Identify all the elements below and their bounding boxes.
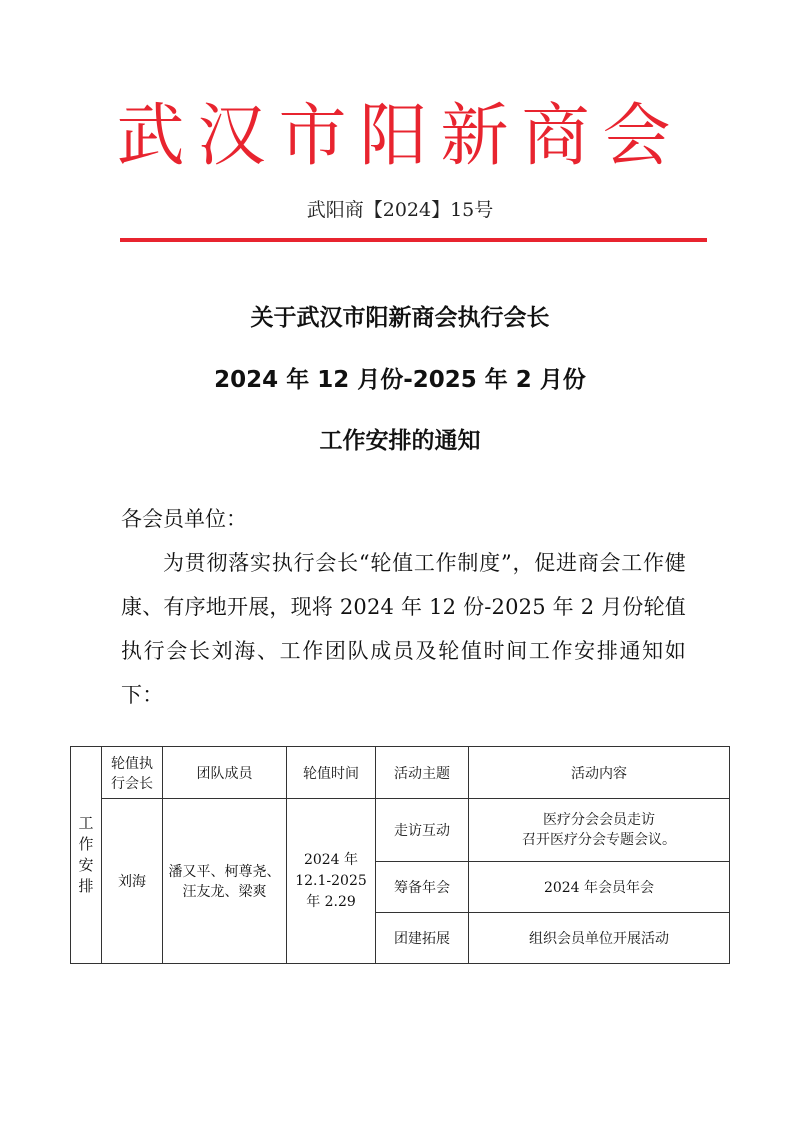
activity-content-cell: 2024 年会员年会 <box>469 862 730 913</box>
table-header-row <box>71 747 730 799</box>
body-paragraph: 为贯彻落实执行会长“轮值工作制度”，促进商会工作健康、有序地开展，现将 2024 年 12 份-2025 年 2 月份轮值执行会长刘海、工作团队成员及轮值时间工作安排通知如下： <box>121 551 686 707</box>
header-rotating-president <box>102 747 163 799</box>
activity-content-cell: 组织会员单位开展活动 <box>469 913 730 964</box>
title-line-2: 2024 年 12 月份-2025 年 2 月份 <box>214 367 586 393</box>
header-president-line2: 行会长 <box>111 775 153 792</box>
header-president-line1: 轮值执 <box>111 755 153 772</box>
members-cell <box>163 799 287 964</box>
section-label <box>75 813 97 897</box>
salutation: 各会员单位： <box>121 507 247 531</box>
president-cell: 刘海 <box>102 799 163 964</box>
activity-theme-cell: 走访互动 <box>376 799 469 862</box>
period-cell <box>287 799 376 964</box>
header-rotation-period: 轮值时间 <box>287 747 376 799</box>
header-activity-theme: 活动主题 <box>376 747 469 799</box>
header-team-members: 团队成员 <box>163 747 287 799</box>
members-line2: 汪友龙、梁爽 <box>182 884 267 900</box>
period-line3: 年 2.29 <box>306 893 356 910</box>
title-line-3: 工作安排的通知 <box>319 428 481 454</box>
red-divider-line <box>120 238 707 242</box>
activity-content-line1: 医疗分会会员走访 <box>543 812 655 828</box>
period-line1: 2024 年 <box>303 851 359 868</box>
section-label-cell <box>71 747 102 964</box>
activity-content-cell <box>469 799 730 862</box>
schedule-table <box>70 746 730 964</box>
section-label-char: 排 <box>78 877 94 895</box>
activity-content-line2: 召开医疗分会专题会议。 <box>522 832 676 848</box>
activity-theme-cell: 筹备年会 <box>376 862 469 913</box>
document-number: 武阳商【2024】15号 <box>306 199 494 221</box>
section-label-char: 作 <box>78 835 94 853</box>
members-line1: 潘又平、柯尊尧、 <box>168 864 281 880</box>
title-line-1: 关于武汉市阳新商会执行会长 <box>250 305 550 331</box>
masthead-org-name: 武汉市阳新商会 <box>116 97 684 176</box>
section-label-char: 安 <box>78 856 94 874</box>
table-row <box>71 799 730 862</box>
activity-theme-cell: 团建拓展 <box>376 913 469 964</box>
header-activity-content: 活动内容 <box>469 747 730 799</box>
period-line2: 12.1-2025 <box>295 872 367 889</box>
section-label-char: 工 <box>78 814 94 832</box>
